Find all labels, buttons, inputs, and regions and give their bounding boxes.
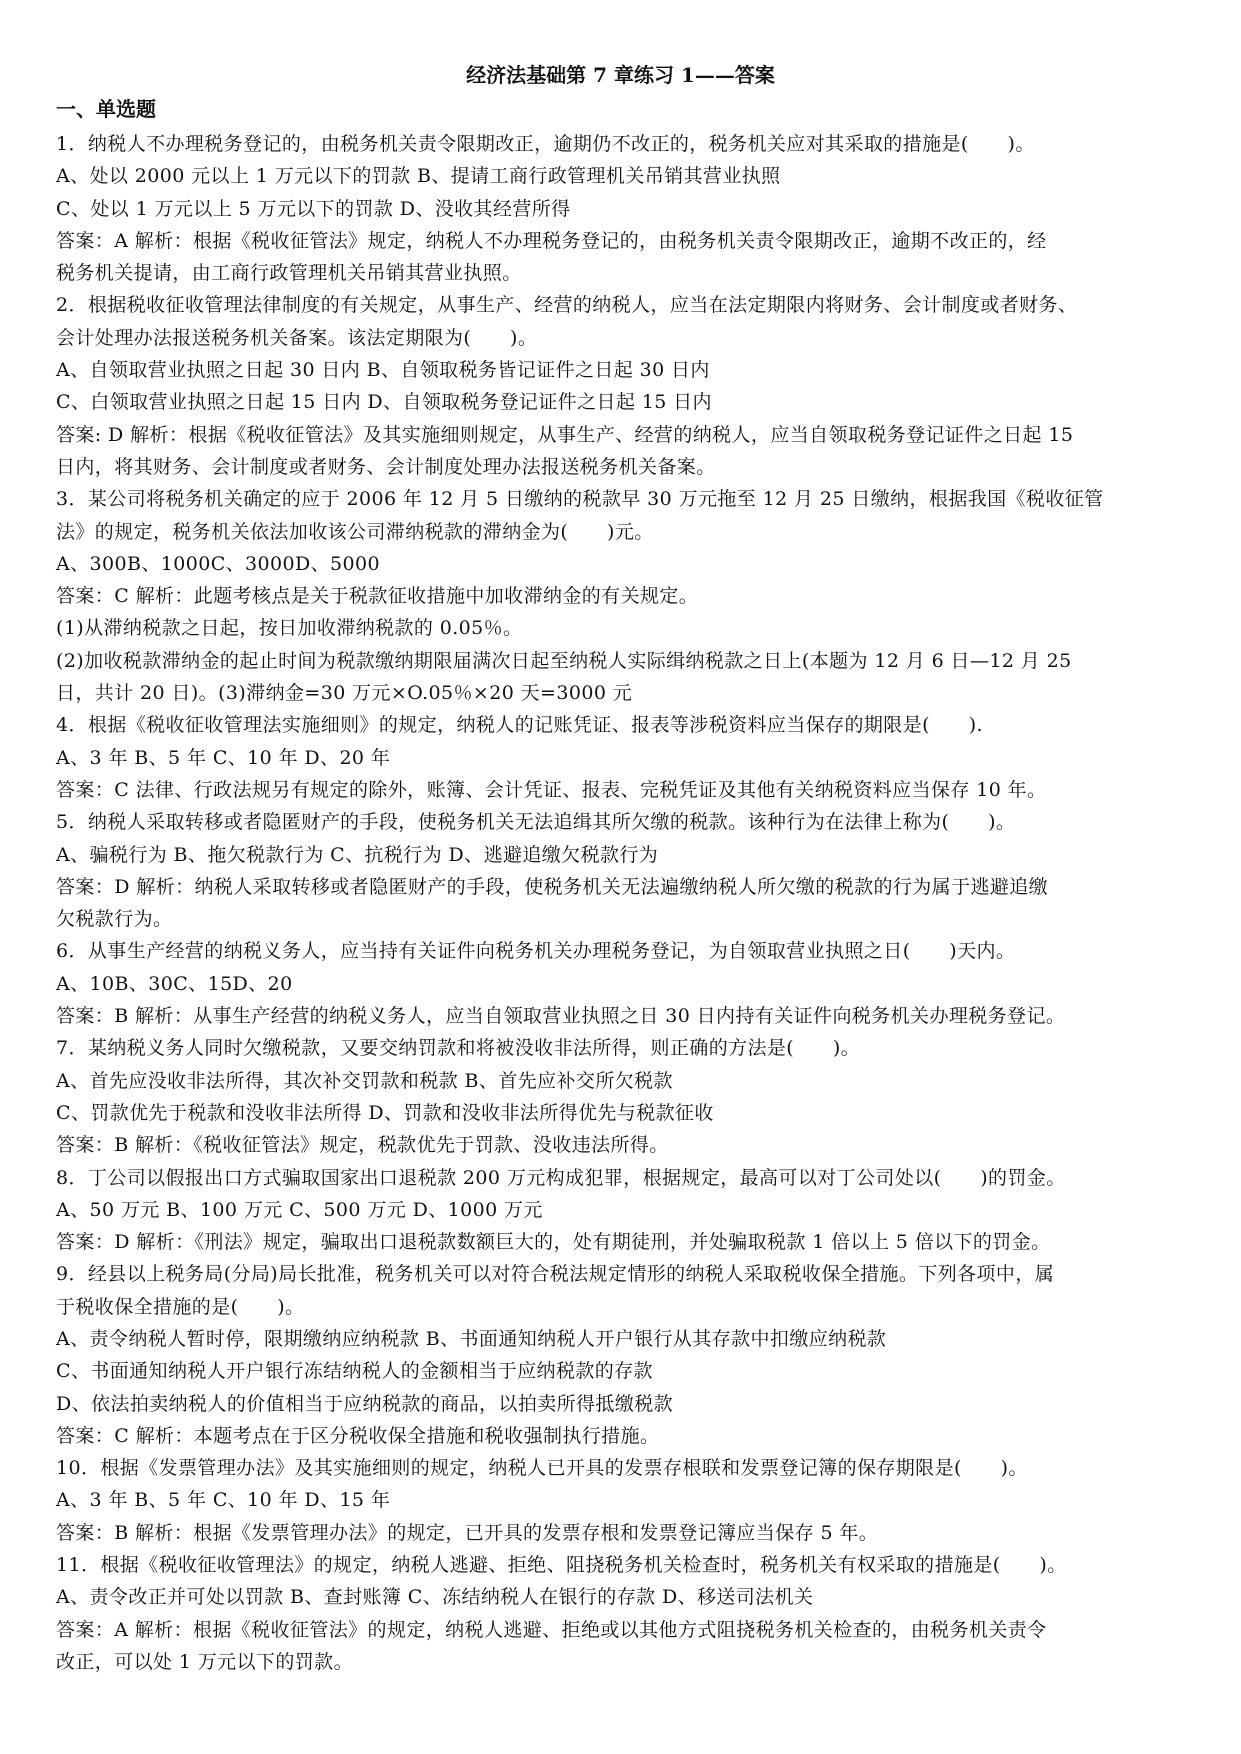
text-line: 法》的规定，税务机关依法加收该公司滞纳税款的滞纳金为( )元。: [56, 520, 654, 543]
text-line: 7．某纳税义务人同时欠缴税款，又要交纳罚款和将被没收非法所得，则正确的方法是( )。: [56, 1037, 861, 1060]
text-line: A、自领取营业执照之日起 30 日内 B、自领取税务皆记证件之日起 30 日内: [56, 359, 710, 382]
text-line: 3．某公司将税务机关确定的应于 2006 年 12 月 5 日缴纳的税款早 30 万元拖至 12 月 25 日缴纳，根据我国《税收征管: [56, 488, 1104, 511]
text-line: A、责令纳税人暂时停，限期缴纳应纳税款 B、书面通知纳税人开户银行从其存款中扣缴应纳税款: [56, 1327, 887, 1350]
text-line: C、处以 1 万元以上 5 万元以下的罚款 D、没收其经营所得: [56, 197, 571, 220]
text-line: A、处以 2000 元以上 1 万元以下的罚款 B、提请工商行政管理机关吊销其营业执照: [56, 165, 781, 188]
text-line: 答案：C 解析：本题考点在于区分税收保全措施和税收强制执行措施。: [56, 1424, 660, 1447]
text-line: 答案：B 解析：《税收征管法》规定，税款优先于罚款、没收违法所得。: [56, 1134, 669, 1157]
text-line: 答案：C 法律、行政法规另有规定的除外，账簿、会计凭证、报表、完税凭证及其他有关纳税资料应当保存 10 年。: [56, 778, 1047, 801]
text-line: A、50 万元 B、100 万元 C、500 万元 D、1000 万元: [56, 1198, 543, 1221]
text-line: A、300B、1000C、3000D、5000: [56, 552, 380, 575]
text-line: 10．根据《发票管理办法》及其实施细则的规定，纳税人已开具的发票存根联和发票登记簿的保存期限是( )。: [56, 1457, 1028, 1480]
text-line: 欠税款行为。: [56, 908, 173, 931]
document-title: 经济法基础第 7 章练习 1——答案: [466, 63, 775, 87]
document-body: [56, 128, 1186, 1678]
text-line: 改正，可以处 1 万元以下的罚款。: [56, 1650, 353, 1673]
text-line: 答案：A 解析：根据《税收征管法》的规定，纳税人逃避、拒绝或以其他方式阻挠税务机关检查的，由税务机关责令: [56, 1618, 1047, 1641]
text-line: 答案: D 解析：根据《税收征管法》及其实施细则规定，从事生产、经营的纳税人，应当自领取税务登记证件之日起 15: [56, 423, 1074, 446]
text-line: 答案：C 解析：此题考核点是关于税款征收措施中加收滞纳金的有关规定。: [56, 585, 699, 608]
text-line: 9．经县以上税务局(分局)局长批准，税务机关可以对符合税法规定情形的纳税人采取税收保全措施。下列各项中，属: [56, 1263, 1055, 1286]
text-line: 日内，将其财务、会计制度或者财务、会计制度处理办法报送税务机关备案。: [56, 455, 716, 478]
text-line: D、依法拍卖纳税人的价值相当于应纳税款的商品，以拍卖所得抵缴税款: [56, 1392, 674, 1415]
text-line: A、责令改正并可处以罚款 B、查封账簿 C、冻结纳税人在银行的存款 D、移送司法机关: [56, 1586, 814, 1609]
text-line: A、10B、30C、15D、20: [56, 972, 293, 995]
text-line: 5．纳税人采取转移或者隐匿财产的手段，使税务机关无法追缉其所欠缴的税款。该种行为在法律上称为( )。: [56, 811, 1016, 834]
text-line: 税务机关提请，由工商行政管理机关吊销其营业执照。: [56, 262, 522, 285]
text-line: C、罚款优先于税款和没收非法所得 D、罚款和没收非法所得优先与税款征收: [56, 1101, 714, 1124]
section-heading: 一、单选题: [56, 97, 156, 121]
text-line: A、3 年 B、5 年 C、10 年 D、15 年: [56, 1489, 391, 1512]
text-line: C、书面通知纳税人开户银行冻结纳税人的金额相当于应纳税款的存款: [56, 1360, 653, 1383]
text-line: 于税收保全措施的是( )。: [56, 1295, 305, 1318]
text-line: 答案：B 解析：从事生产经营的纳税义务人，应当自领取营业执照之日 30 日内持有关证件向税务机关办理税务登记。: [56, 1005, 1066, 1028]
text-line: (1)从滞纳税款之日起，按日加收滞纳税款的 0.05％。: [56, 617, 523, 640]
text-line: 答案：D 解析：纳税人采取转移或者隐匿财产的手段，使税务机关无法遍缴纳税人所欠缴的税款的行为属于逃避追缴: [56, 875, 1049, 898]
text-line: A、骗税行为 B、拖欠税款行为 C、抗税行为 D、逃避追缴欠税款行为: [56, 843, 659, 866]
text-line: 8．丁公司以假报出口方式骗取国家出口退税款 200 万元构成犯罪，根据规定，最高可以对丁公司处以( )的罚金。: [56, 1166, 1066, 1189]
text-line: A、首先应没收非法所得，其次补交罚款和税款 B、首先应补交所欠税款: [56, 1069, 673, 1092]
text-line: 1．纳税人不办理税务登记的，由税务机关责令限期改正，逾期仍不改正的，税务机关应对其采取的措施是( )。: [56, 133, 1035, 155]
text-line: 6．从事生产经营的纳税义务人，应当持有关证件向税务机关办理税务登记，为自领取营业执照之日( )天内。: [56, 940, 1016, 963]
text-line: 会计处理办法报送税务机关备案。该法定期限为( )。: [56, 326, 538, 349]
text-line: 答案：D 解析：《刑法》规定，骗取出口退税款数额巨大的，处有期徒刑，并处骗取税款 1 倍以上 5 倍以下的罚金。: [56, 1231, 1051, 1254]
text-line: 2．根据税收征收管理法律制度的有关规定，从事生产、经营的纳税人，应当在法定期限内将财务、会计制度或者财务、: [56, 294, 1078, 317]
text-line: (2)加收税款滞纳金的起止时间为税款缴纳期限届满次日起至纳税人实际缉纳税款之日上(本题为 12 月 6 日—12 月 25: [56, 649, 1072, 672]
text-line: 11．根据《税收征收管理法》的规定，纳税人逃避、拒绝、阻挠税务机关检查时，税务机关有权采取的措施是( )。: [56, 1554, 1067, 1577]
text-line: A、3 年 B、5 年 C、10 年 D、20 年: [56, 746, 391, 769]
text-line: C、白领取营业执照之日起 15 日内 D、自领取税务登记证件之日起 15 日内: [56, 391, 712, 414]
text-line: 4．根据《税收征收管理法实施细则》的规定，纳税人的记账凭证、报表等涉税资料应当保存的期限是( ).: [56, 714, 983, 737]
text-line: 日，共计 20 日)。(3)滞纳金=30 万元×O.05％×20 天=3000 元: [56, 682, 633, 705]
text-line: 答案：B 解析：根据《发票管理办法》的规定，已开具的发票存根和发票登记簿应当保存 5 年。: [56, 1521, 879, 1544]
text-line: 答案：A 解析：根据《税收征管法》规定，纳税人不办理税务登记的，由税务机关责令限期改正，逾期不改正的，经: [56, 229, 1047, 252]
